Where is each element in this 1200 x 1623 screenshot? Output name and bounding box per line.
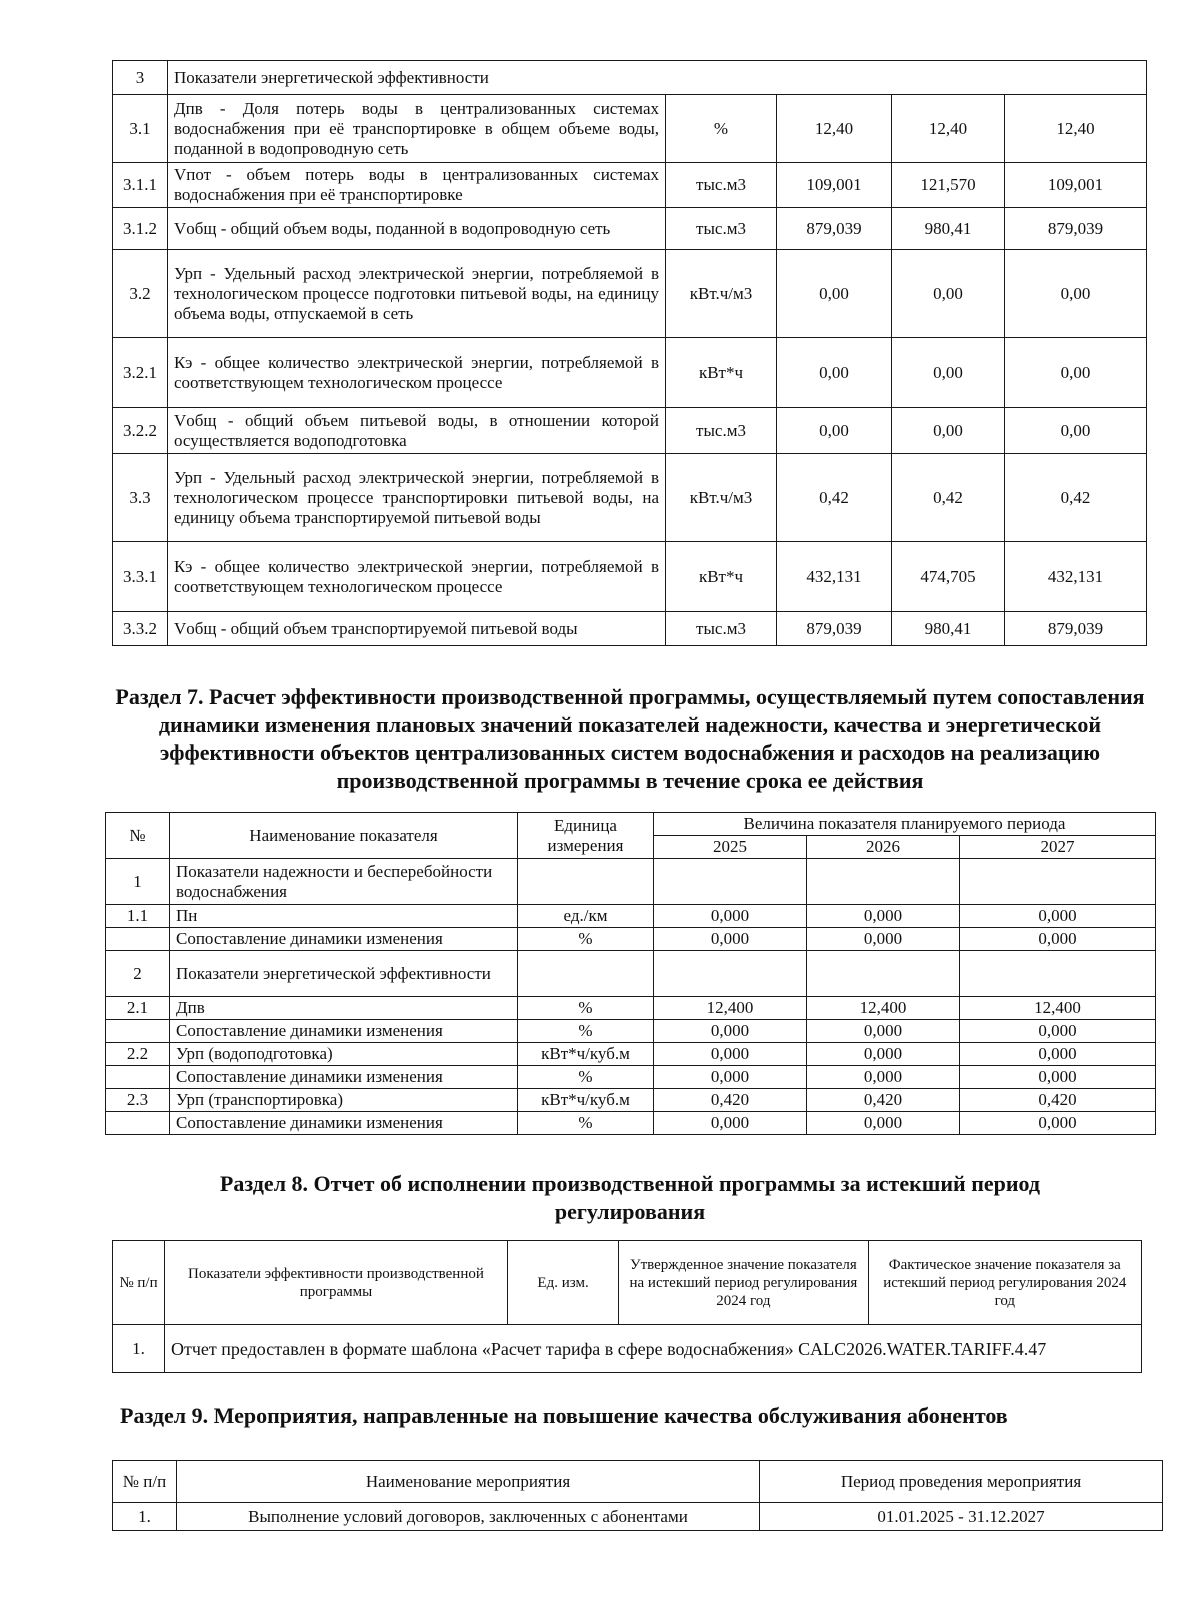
row-num: 3.3.1 — [113, 542, 168, 612]
row-name: Показатели энергетической эффективности — [170, 951, 518, 997]
row-value: 0,00 — [1005, 408, 1147, 454]
col-header-year: 2025 — [654, 836, 807, 859]
row-value: 0,000 — [654, 928, 807, 951]
row-unit: % — [518, 997, 654, 1020]
row-value: 12,40 — [892, 95, 1005, 163]
s8-header-approved: Утвержденное значение показателя на истекший период регулирования 2024 год — [619, 1241, 868, 1325]
row-num: 3.2 — [113, 250, 168, 338]
row-value: 0,000 — [960, 1043, 1156, 1066]
col-header-period: Величина показателя планируемого периода — [654, 813, 1156, 836]
row-num — [106, 928, 170, 951]
row-value: 0,420 — [960, 1089, 1156, 1112]
row-name: Vобщ - общий объем транспортируемой питьевой воды — [168, 612, 666, 646]
row-unit: кВт.ч/м3 — [666, 250, 777, 338]
table-row — [106, 997, 1156, 1020]
row-value: 0,000 — [654, 905, 807, 928]
row-name: Сопоставление динамики изменения — [170, 1020, 518, 1043]
row-num: 3.3 — [113, 454, 168, 542]
s8-header-actual: Фактическое значение показателя за истекший период регулирования 2024 год — [868, 1241, 1141, 1325]
row-value: 0,00 — [892, 250, 1005, 338]
row-value: 0,000 — [807, 928, 960, 951]
row-value: 980,41 — [892, 612, 1005, 646]
row-name: Пн — [170, 905, 518, 928]
row-value: 0,000 — [807, 1043, 960, 1066]
row-value: 432,131 — [777, 542, 892, 612]
row-value: 0,000 — [960, 1020, 1156, 1043]
row-value: 0,000 — [960, 1112, 1156, 1135]
table-row — [113, 163, 1147, 208]
col-header-name: Наименование показателя — [170, 813, 518, 859]
row-value: 0,000 — [654, 1043, 807, 1066]
row-value: 0,00 — [892, 408, 1005, 454]
row-value: 879,039 — [1005, 208, 1147, 250]
section-8-title: Раздел 8. Отчет об исполнении производственной программы за истекший период регулирования — [219, 1171, 1041, 1224]
row-num: 3.2.1 — [113, 338, 168, 408]
section-8-table — [112, 1240, 1142, 1373]
row-value: 0,00 — [777, 408, 892, 454]
row-value: 12,40 — [777, 95, 892, 163]
row-value: 12,400 — [960, 997, 1156, 1020]
row-name: Урп (транспортировка) — [170, 1089, 518, 1112]
row-value — [960, 951, 1156, 997]
row-value: 0,420 — [807, 1089, 960, 1112]
s9-row-name: Выполнение условий договоров, заключенных с абонентами — [177, 1503, 760, 1531]
row-value: 879,039 — [777, 612, 892, 646]
row-unit: % — [518, 1066, 654, 1089]
s8-row-num: 1. — [113, 1325, 165, 1373]
row-name: Дпв - Доля потерь воды в централизованных системах водоснабжения при её транспортировке в общем объеме воды, поданной в водопроводную сеть — [168, 95, 666, 163]
row-value: 0,000 — [654, 1066, 807, 1089]
row-num: 1 — [106, 859, 170, 905]
s8-header-name: Показатели эффективности производственной программы — [164, 1241, 507, 1325]
row-name: Сопоставление динамики изменения — [170, 1066, 518, 1089]
row-value: 474,705 — [892, 542, 1005, 612]
row-num: 3.2.2 — [113, 408, 168, 454]
row-value: 12,400 — [807, 997, 960, 1020]
row-value: 0,000 — [960, 928, 1156, 951]
row-num: 3 — [113, 61, 168, 95]
row-value: 879,039 — [1005, 612, 1147, 646]
table-row — [113, 338, 1147, 408]
row-num — [106, 1066, 170, 1089]
table-row — [106, 1043, 1156, 1066]
s9-row-num: 1. — [113, 1503, 177, 1531]
row-num — [106, 1112, 170, 1135]
table-row — [106, 1112, 1156, 1135]
row-unit: кВт*ч/куб.м — [518, 1089, 654, 1112]
row-num: 2 — [106, 951, 170, 997]
efficiency-indicators-table — [112, 60, 1147, 646]
row-value: 12,400 — [654, 997, 807, 1020]
row-name: Урп (водоподготовка) — [170, 1043, 518, 1066]
row-value: 0,000 — [960, 905, 1156, 928]
row-unit: % — [518, 928, 654, 951]
row-unit: кВт.ч/м3 — [666, 454, 777, 542]
table-row — [113, 408, 1147, 454]
row-value: 0,000 — [807, 905, 960, 928]
row-value: 0,000 — [807, 1066, 960, 1089]
table-row — [106, 905, 1156, 928]
row-value: 109,001 — [777, 163, 892, 208]
s8-header-num: № п/п — [113, 1241, 165, 1325]
section-7-table — [105, 812, 1156, 1135]
row-value: 0,42 — [1005, 454, 1147, 542]
s9-header-name: Наименование мероприятия — [177, 1461, 760, 1503]
row-value: 980,41 — [892, 208, 1005, 250]
row-value: 0,00 — [892, 338, 1005, 408]
row-unit — [518, 859, 654, 905]
s8-header-unit: Ед. изм. — [507, 1241, 618, 1325]
row-unit: % — [666, 95, 777, 163]
row-value: 0,00 — [1005, 338, 1147, 408]
row-unit: кВт*ч/куб.м — [518, 1043, 654, 1066]
table-row — [106, 1089, 1156, 1112]
row-value: 0,000 — [654, 1112, 807, 1135]
row-value: 109,001 — [1005, 163, 1147, 208]
table-row — [106, 951, 1156, 997]
row-unit: % — [518, 1112, 654, 1135]
table-row — [106, 1066, 1156, 1089]
table-row — [106, 928, 1156, 951]
row-num: 3.1 — [113, 95, 168, 163]
row-value: 121,570 — [892, 163, 1005, 208]
row-unit: ед./км — [518, 905, 654, 928]
row-name: Показатели энергетической эффективности — [168, 61, 1147, 95]
row-value: 0,000 — [654, 1020, 807, 1043]
row-unit: тыс.м3 — [666, 612, 777, 646]
col-header-year: 2026 — [807, 836, 960, 859]
row-num — [106, 1020, 170, 1043]
table-row — [113, 95, 1147, 163]
row-unit: % — [518, 1020, 654, 1043]
table-row — [113, 61, 1147, 95]
row-num: 3.1.1 — [113, 163, 168, 208]
row-unit: тыс.м3 — [666, 408, 777, 454]
row-name: Урп - Удельный расход электрической энергии, потребляемой в технологическом процессе транспортировки питьевой воды, на единицу объема транспортируемой питьевой воды — [168, 454, 666, 542]
row-name: Vпот - объем потерь воды в централизованных системах водоснабжения при её транспортировке — [168, 163, 666, 208]
row-value: 0,000 — [807, 1020, 960, 1043]
row-name: Кэ - общее количество электрической энергии, потребляемой в соответствующем технологическом процессе — [168, 542, 666, 612]
row-name: Vобщ - общий объем воды, поданной в водопроводную сеть — [168, 208, 666, 250]
row-value — [960, 859, 1156, 905]
s9-row-period: 01.01.2025 - 31.12.2027 — [760, 1503, 1163, 1531]
row-value: 0,42 — [777, 454, 892, 542]
row-name: Урп - Удельный расход электрической энергии, потребляемой в технологическом процессе подготовки питьевой воды, на единицу объема воды, отпускаемой в сеть — [168, 250, 666, 338]
row-value — [807, 951, 960, 997]
row-num: 2.2 — [106, 1043, 170, 1066]
col-header-num: № — [106, 813, 170, 859]
row-value: 0,42 — [892, 454, 1005, 542]
row-value: 0,420 — [654, 1089, 807, 1112]
section-9-table — [112, 1460, 1163, 1531]
row-num: 1.1 — [106, 905, 170, 928]
row-name: Дпв — [170, 997, 518, 1020]
row-unit: тыс.м3 — [666, 208, 777, 250]
table-row — [113, 454, 1147, 542]
row-num: 3.3.2 — [113, 612, 168, 646]
row-value: 12,40 — [1005, 95, 1147, 163]
row-name: Показатели надежности и бесперебойности водоснабжения — [170, 859, 518, 905]
s9-header-num: № п/п — [113, 1461, 177, 1503]
table-row — [113, 612, 1147, 646]
row-name: Кэ - общее количество электрической энергии, потребляемой в соответствующем технологическом процессе — [168, 338, 666, 408]
table-row — [106, 1020, 1156, 1043]
row-name: Сопоставление динамики изменения — [170, 928, 518, 951]
row-value: 0,00 — [777, 338, 892, 408]
table-row — [106, 859, 1156, 905]
row-value: 879,039 — [777, 208, 892, 250]
table-row — [113, 208, 1147, 250]
row-value: 0,000 — [960, 1066, 1156, 1089]
row-value: 0,000 — [807, 1112, 960, 1135]
row-value — [654, 859, 807, 905]
s8-row-text: Отчет предоставлен в формате шаблона «Расчет тарифа в сфере водоснабжения» CALC2026.WATER.TARIFF.4.47 — [164, 1325, 1141, 1373]
row-num: 3.1.2 — [113, 208, 168, 250]
table-row — [113, 542, 1147, 612]
section-7-title: Раздел 7. Расчет эффективности производственной программы, осуществляемый путем сопоставления динамики изменения плановых значений показателей надежности, качества и энергетической эффективности объектов централизованных систем водоснабжения и расходов на реализацию производственной программы в течение срока ее действия — [115, 684, 1145, 793]
row-unit — [518, 951, 654, 997]
row-value — [654, 951, 807, 997]
col-header-year: 2027 — [960, 836, 1156, 859]
row-name: Сопоставление динамики изменения — [170, 1112, 518, 1135]
row-unit: кВт*ч — [666, 338, 777, 408]
row-value: 0,00 — [1005, 250, 1147, 338]
section-9-title: Раздел 9. Мероприятия, направленные на повышение качества обслуживания абонентов — [120, 1403, 1008, 1428]
row-value: 0,00 — [777, 250, 892, 338]
col-header-unit: Единица измерения — [518, 813, 654, 859]
row-num: 2.3 — [106, 1089, 170, 1112]
s9-header-period: Период проведения мероприятия — [760, 1461, 1163, 1503]
table-row — [113, 250, 1147, 338]
row-num: 2.1 — [106, 997, 170, 1020]
row-unit: тыс.м3 — [666, 163, 777, 208]
row-value: 432,131 — [1005, 542, 1147, 612]
row-name: Vобщ - общий объем питьевой воды, в отношении которой осуществляется водоподготовка — [168, 408, 666, 454]
row-unit: кВт*ч — [666, 542, 777, 612]
row-value — [807, 859, 960, 905]
